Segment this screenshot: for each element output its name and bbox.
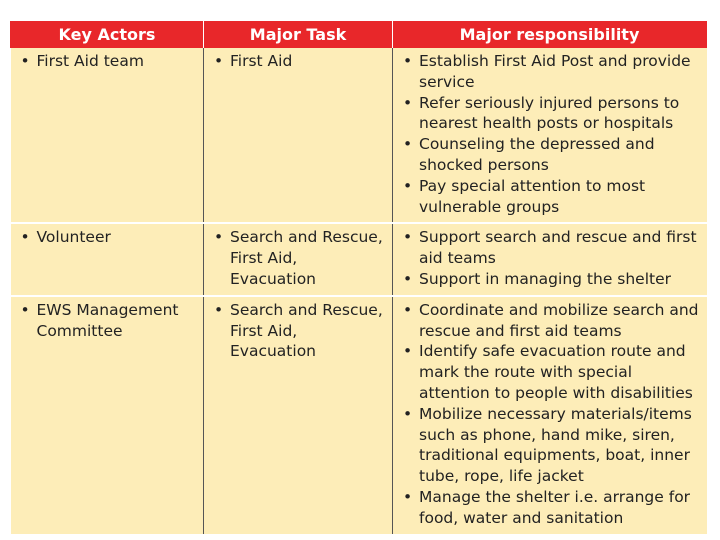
responsibility-list — [401, 51, 701, 217]
actor-cell — [11, 48, 204, 223]
responsibility-item: • Mobilize necessary materials/items such as phone, hand mike, siren, traditional equipments, boat, inner tube, rope, life jacket — [401, 404, 701, 487]
responsibility-cell — [393, 223, 707, 295]
table-row-ews-committee — [11, 296, 707, 534]
responsibility-cell — [393, 296, 707, 534]
responsibility-cell — [393, 48, 707, 223]
responsibility-list — [401, 227, 701, 289]
actors-table — [10, 21, 707, 534]
table-row-volunteer — [11, 223, 707, 295]
header-key-actors: Key Actors — [11, 21, 204, 48]
task-name: • Search and Rescue, First Aid, Evacuation — [212, 300, 386, 362]
responsibility-item: • Pay special attention to most vulnerable groups — [401, 176, 701, 218]
table-row-first-aid-team — [11, 48, 707, 223]
responsibility-list — [401, 300, 701, 529]
responsibility-item: • Support in managing the shelter — [401, 269, 701, 290]
task-name: • First Aid — [212, 51, 386, 72]
table-header-row — [11, 21, 707, 48]
responsibility-item: • Support search and rescue and first aid teams — [401, 227, 701, 269]
actors-table-container — [10, 21, 706, 534]
header-major-task: Major Task — [204, 21, 393, 48]
task-cell — [204, 296, 393, 534]
responsibility-item: • Refer seriously injured persons to nearest health posts or hospitals — [401, 93, 701, 135]
actor-cell — [11, 223, 204, 295]
responsibility-item: • Manage the shelter i.e. arrange for food, water and sanitation — [401, 487, 701, 529]
actor-cell — [11, 296, 204, 534]
task-cell — [204, 48, 393, 223]
responsibility-item: • Coordinate and mobilize search and rescue and first aid teams — [401, 300, 701, 342]
task-cell — [204, 223, 393, 295]
header-major-responsibility: Major responsibility — [393, 21, 707, 48]
actor-name: • Volunteer — [19, 227, 198, 248]
actor-name: • EWS Management Committee — [19, 300, 198, 342]
task-name: • Search and Rescue, First Aid, Evacuation — [212, 227, 386, 289]
actor-name: • First Aid team — [19, 51, 198, 72]
responsibility-item: • Identify safe evacuation route and mark the route with special attention to people with disabilities — [401, 341, 701, 403]
responsibility-item: • Counseling the depressed and shocked persons — [401, 134, 701, 176]
responsibility-item: • Establish First Aid Post and provide service — [401, 51, 701, 93]
